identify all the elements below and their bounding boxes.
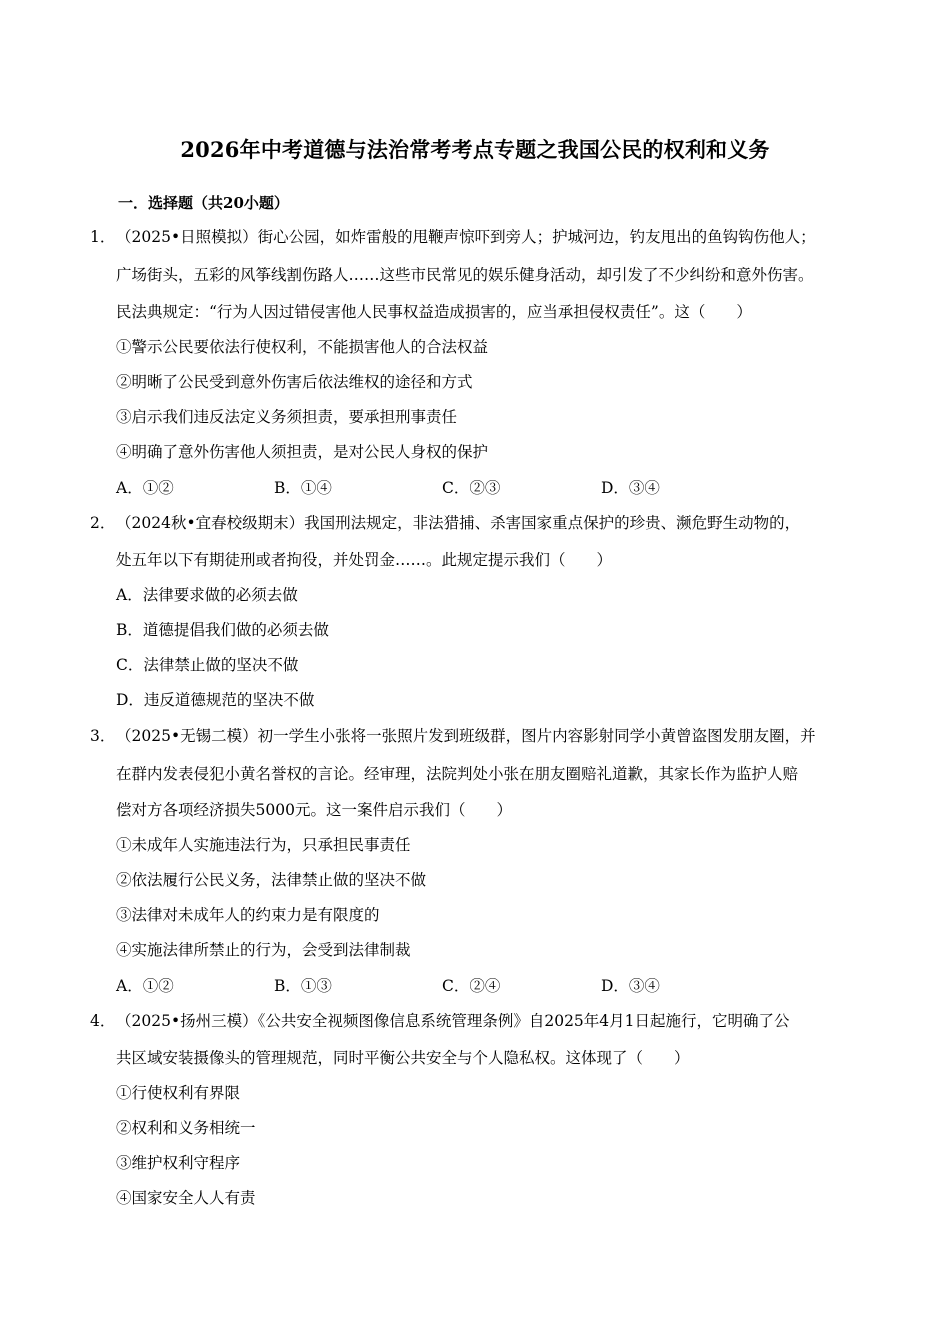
statement-item: ④明确了意外伤害他人须担责，是对公民人身权的保护	[116, 443, 489, 461]
choice-b[interactable]: B．道德提倡我们做的必须去做	[116, 621, 329, 639]
statement-item: ①未成年人实施违法行为，只承担民事责任	[116, 836, 411, 854]
statement-item: ③维护权利守程序	[116, 1154, 241, 1172]
question-text-line: （2024秋•宜春校级期末）我国刑法规定，非法猎捕、杀害国家重点保护的珍贵、濒危野生动物的，	[116, 514, 801, 532]
question-number: 3．	[90, 727, 116, 745]
choice-c[interactable]: C．法律禁止做的坚决不做	[116, 656, 299, 674]
page-title: 2026年中考道德与法治常考考点专题之我国公民的权利和义务	[180, 137, 770, 162]
question-text-line: 处五年以下有期徒刑或者拘役，并处罚金……。此规定提示我们（ ）	[116, 551, 613, 569]
question-text-line: （2025•日照模拟）街心公园，如炸雷般的甩鞭声惊吓到旁人；护城河边，钓友甩出的鱼钩钩伤他人；	[116, 228, 816, 246]
statement-item: ①行使权利有界限	[116, 1084, 241, 1102]
statement-item: ①警示公民要依法行使权利，不能损害他人的合法权益	[116, 338, 489, 356]
question-text-line: 在群内发表侵犯小黄名誉权的言论。经审理，法院判处小张在朋友圈赔礼道歉，其家长作为监护人赔	[116, 765, 799, 783]
question-number: 1．	[90, 228, 116, 246]
statement-item: ②权利和义务相统一	[116, 1119, 256, 1137]
question-number: 2．	[90, 514, 116, 532]
choice-a[interactable]: A．①②	[116, 479, 174, 497]
statement-item: ②依法履行公民义务，法律禁止做的坚决不做	[116, 871, 427, 889]
statement-item: ③法律对未成年人的约束力是有限度的	[116, 906, 380, 924]
choice-b[interactable]: B．①③	[274, 977, 332, 995]
section-heading: 一．选择题（共20小题）	[118, 194, 289, 212]
choice-d[interactable]: D．③④	[601, 977, 660, 995]
question-text-line: （2025•扬州三模）《公共安全视频图像信息系统管理条例》自2025年4月1日起施行，它明确了公	[116, 1012, 790, 1030]
statement-item: ②明晰了公民受到意外伤害后依法维权的途径和方式	[116, 373, 473, 391]
question-number: 4．	[90, 1012, 116, 1030]
statement-item: ③启示我们违反法定义务须担责，要承担刑事责任	[116, 408, 458, 426]
statement-item: ④国家安全人人有责	[116, 1189, 256, 1207]
choice-c[interactable]: C．②④	[442, 977, 501, 995]
choice-d[interactable]: D．违反道德规范的坚决不做	[116, 691, 315, 709]
choice-c[interactable]: C．②③	[442, 479, 501, 497]
choice-a[interactable]: A．①②	[116, 977, 174, 995]
question-text-line: 共区域安装摄像头的管理规范，同时平衡公共安全与个人隐私权。这体现了（ ）	[116, 1049, 690, 1067]
statement-item: ④实施法律所禁止的行为，会受到法律制裁	[116, 941, 411, 959]
question-text-line: （2025•无锡二模）初一学生小张将一张照片发到班级群，图片内容影射同学小黄曾盗图发朋友圈，并	[116, 727, 816, 745]
question-text-line: 偿对方各项经济损失5000元。这一案件启示我们（ ）	[116, 801, 512, 819]
choice-b[interactable]: B．①④	[274, 479, 332, 497]
choice-a[interactable]: A．法律要求做的必须去做	[116, 586, 298, 604]
question-text-line: 民法典规定：“行为人因过错侵害他人民事权益造成损害的，应当承担侵权责任”。这（ ）	[116, 303, 752, 321]
choice-d[interactable]: D．③④	[601, 479, 660, 497]
question-text-line: 广场街头，五彩的风筝线割伤路人……这些市民常见的娱乐健身活动，却引发了不少纠纷和意外伤害。	[116, 266, 814, 284]
